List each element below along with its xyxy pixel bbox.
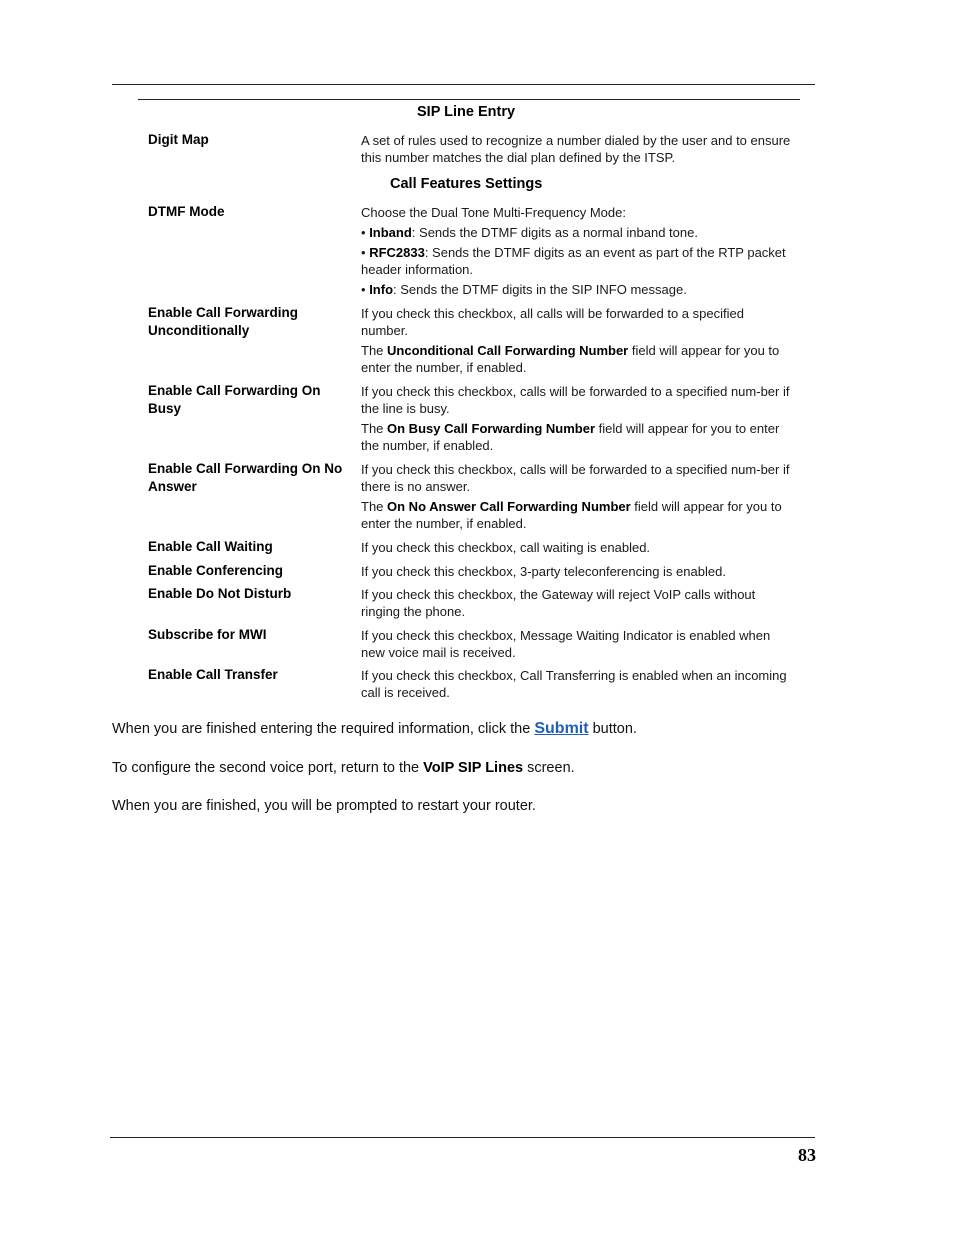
- fwd-uncond-p2: [361, 342, 793, 376]
- fwd-uncond-p2-pre: The: [361, 343, 388, 358]
- fwd-noans-p1: If you check this checkbox, calls will be forwarded to a specified num-ber if there is no answer.: [361, 462, 790, 494]
- dtmf-rfc2833-text: : Sends the DTMF digits as an event as part of the RTP packet header information.: [361, 245, 786, 277]
- fwd-noans-field-name: On No Answer Call Forwarding Number: [387, 499, 631, 514]
- bullet-icon: •: [361, 225, 366, 240]
- submit-link[interactable]: Submit: [534, 720, 589, 737]
- term-call-waiting: Enable Call Waiting: [148, 539, 273, 554]
- conferencing-text: If you check this checkbox, 3-party teleconferencing is enabled.: [361, 564, 726, 579]
- bullet-icon: •: [361, 282, 366, 297]
- desc-fwd-busy: [361, 383, 793, 457]
- paragraph-second-port-post: screen.: [523, 760, 575, 776]
- fwd-busy-field-name: On Busy Call Forwarding Number: [387, 421, 596, 436]
- paragraph-submit: [112, 719, 812, 739]
- term-do-not-disturb: Enable Do Not Disturb: [148, 586, 292, 601]
- dtmf-intro: Choose the Dual Tone Multi-Frequency Mode:: [361, 205, 626, 220]
- dtmf-bullet-inband: [361, 224, 793, 241]
- desc-digit-map: [361, 132, 793, 169]
- section-heading-sip-line-entry: SIP Line Entry: [417, 104, 516, 120]
- footer-rule: [110, 1137, 815, 1138]
- dtmf-rfc2833-term: RFC2833: [369, 245, 425, 260]
- paragraph-second-port: [112, 758, 812, 778]
- desc-call-transfer: [361, 667, 793, 704]
- fwd-busy-p2: [361, 420, 793, 454]
- desc-digit-map-text: A set of rules used to recognize a number dialed by the user and to ensure this number matches the dial plan defined by the ITSP.: [361, 133, 791, 165]
- call-waiting-text: If you check this checkbox, call waiting is enabled.: [361, 540, 651, 555]
- fwd-noans-p2-pre: The: [361, 499, 388, 514]
- dnd-text: If you check this checkbox, the Gateway will reject VoIP calls without ringing the phone.: [361, 587, 756, 619]
- desc-subscribe-mwi: [361, 627, 793, 664]
- paragraph-restart: When you are finished, you will be prompted to restart your router.: [112, 798, 536, 814]
- term-call-transfer: Enable Call Transfer: [148, 667, 278, 682]
- term-fwd-busy: Enable Call Forwarding On Busy: [148, 383, 321, 416]
- dtmf-inband-term: Inband: [369, 225, 412, 240]
- paragraph-second-port-pre: To configure the second voice port, return to the: [112, 760, 424, 776]
- desc-conferencing: [361, 563, 793, 583]
- fwd-busy-p2-post: field will appear for you to enter the number, if enabled.: [361, 421, 780, 453]
- desc-do-not-disturb: [361, 586, 793, 623]
- fwd-busy-p2-pre: The: [361, 421, 388, 436]
- voip-sip-lines-label: VoIP SIP Lines: [423, 760, 524, 776]
- section-heading-call-features: Call Features Settings: [390, 176, 543, 192]
- fwd-busy-p1: If you check this checkbox, calls will be forwarded to a specified num-ber if the line is busy.: [361, 384, 790, 416]
- fwd-uncond-field-name: Unconditional Call Forwarding Number: [387, 343, 629, 358]
- dtmf-info-term: Info: [369, 282, 394, 297]
- desc-call-waiting: [361, 539, 793, 559]
- dtmf-info-text: : Sends the DTMF digits in the SIP INFO message.: [393, 282, 687, 297]
- fwd-noans-p2: [361, 498, 793, 532]
- header-rule: [112, 84, 815, 85]
- fwd-uncond-p1: If you check this checkbox, all calls will be forwarded to a specified number.: [361, 306, 744, 338]
- term-digit-map: Digit Map: [148, 132, 209, 147]
- desc-fwd-unconditional: [361, 305, 793, 379]
- fwd-noans-p2-post: field will appear for you to enter the number, if enabled.: [361, 499, 782, 531]
- paragraph-submit-post: button.: [588, 721, 637, 737]
- desc-fwd-no-answer: [361, 461, 793, 535]
- dtmf-bullet-info: [361, 281, 793, 298]
- term-dtmf-mode: DTMF Mode: [148, 204, 225, 219]
- desc-dtmf-mode: [361, 204, 793, 301]
- term-conferencing: Enable Conferencing: [148, 563, 284, 578]
- term-fwd-unconditional: Enable Call Forwarding Unconditionally: [148, 305, 299, 338]
- dtmf-bullet-rfc2833: [361, 244, 793, 278]
- table-top-rule: [138, 99, 800, 100]
- term-subscribe-mwi: Subscribe for MWI: [148, 627, 267, 642]
- fwd-uncond-p2-post: field will appear for you to enter the number, if enabled.: [361, 343, 780, 375]
- dtmf-inband-text: : Sends the DTMF digits as a normal inband tone.: [411, 225, 698, 240]
- transfer-text: If you check this checkbox, Call Transferring is enabled when an incoming call is received.: [361, 668, 787, 700]
- term-fwd-no-answer: Enable Call Forwarding On No Answer: [148, 461, 343, 494]
- page-number: 83: [798, 1145, 816, 1165]
- mwi-text: If you check this checkbox, Message Waiting Indicator is enabled when new voice mail is received.: [361, 628, 771, 660]
- paragraph-submit-pre: When you are finished entering the required information, click the: [112, 721, 535, 737]
- bullet-icon: •: [361, 245, 366, 260]
